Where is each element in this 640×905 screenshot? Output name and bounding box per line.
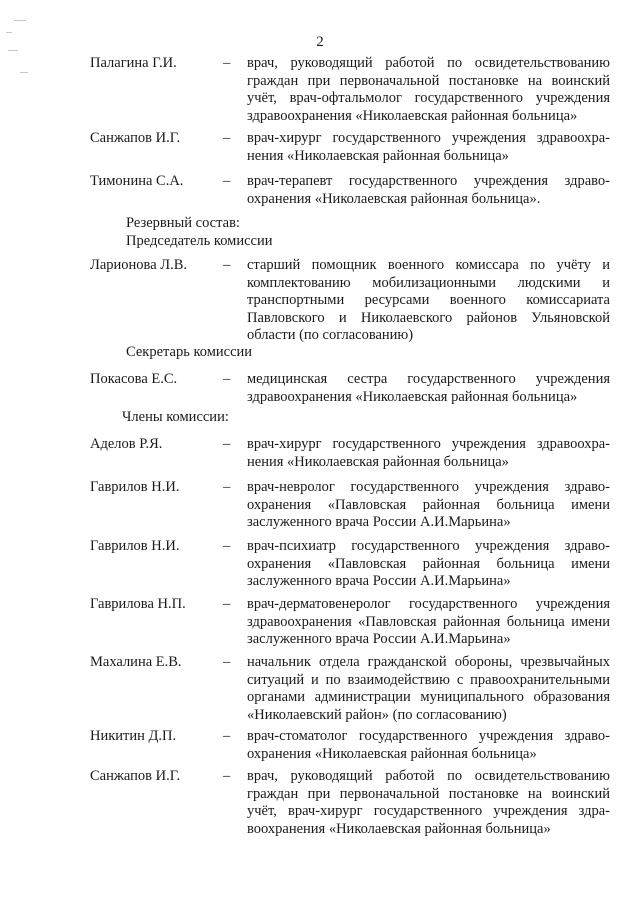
separator-dash: – (223, 257, 231, 273)
member-description: врач-дерматовенеролог государственного учреждения здравоохранения «Павловская районная больница имени заслуженного врача России А.И.Марьина» (247, 596, 610, 647)
member-name: Никитин Д.П. (90, 728, 177, 744)
member-description: врач, руководящий работой по освидетельствованию граждан при первоначальной постановке на воинский учёт, врач-хирург государственного учреждения здра-воохранения «Николаевская районная больница» (247, 768, 610, 837)
member-name: Махалина Е.В. (90, 654, 182, 670)
member-description: врач-терапевт государственного учреждения здраво-охранения «Николаевская районная больница». (247, 173, 610, 207)
chairman-heading: Председатель комиссии (126, 233, 273, 249)
separator-dash: – (223, 479, 231, 495)
page-number: 2 (316, 34, 324, 50)
member-description: начальник отдела гражданской обороны, чрезвычайных ситуаций и по взаимодействию с правоохранительными органами администрации муниципального образования «Николаевский район» (по согласованию) (247, 654, 610, 723)
scan-artifact (14, 20, 26, 21)
separator-dash: – (223, 173, 231, 189)
member-name: Палагина Г.И. (90, 55, 177, 71)
separator-dash: – (223, 538, 231, 554)
member-name: Гаврилова Н.П. (90, 596, 186, 612)
separator-dash: – (223, 130, 231, 146)
scan-artifact (8, 50, 18, 51)
reserve-heading: Резервный состав: (126, 215, 240, 231)
separator-dash: – (223, 436, 231, 452)
member-description: врач-стоматолог государственного учреждения здраво-охранения «Николаевская районная больница» (247, 728, 610, 762)
member-name: Санжапов И.Г. (90, 130, 181, 146)
member-description: врач-хирург государственного учреждения здравоохра-нения «Николаевская районная больница» (247, 436, 610, 470)
separator-dash: – (223, 728, 231, 744)
member-name: Санжапов И.Г. (90, 768, 181, 784)
member-name: Гаврилов Н.И. (90, 479, 180, 495)
member-description: медицинская сестра государственного учреждения здравоохранения «Николаевская районная больница» (247, 371, 610, 405)
member-description: врач-психиатр государственного учреждения здраво-охранения «Павловская районная больница имени заслуженного врача России А.И.Марьина» (247, 538, 610, 589)
member-description: старший помощник военного комиссара по учёту и комплектованию мобилизационными людскими и транспортными ресурсами военного комиссариата Павловского и Николаевского районов Ульяновской области (по согласованию) (247, 257, 610, 343)
member-description: врач-хирург государственного учреждения здравоохра-нения «Николаевская районная больница» (247, 130, 610, 164)
scan-artifact (6, 32, 12, 33)
member-name: Покасова Е.С. (90, 371, 178, 387)
member-name: Гаврилов Н.И. (90, 538, 180, 554)
separator-dash: – (223, 768, 231, 784)
scan-artifact (20, 72, 28, 73)
members-heading: Члены комиссии: (122, 409, 229, 425)
member-description: врач-невролог государственного учреждения здраво-охранения «Павловская районная больница имени заслуженного врача России А.И.Марьина» (247, 479, 610, 530)
member-name: Ларионова Л.В. (90, 257, 188, 273)
separator-dash: – (223, 55, 231, 71)
member-name: Аделов Р.Я. (90, 436, 163, 452)
member-description: врач, руководящий работой по освидетельствованию граждан при первоначальной постановке на воинский учёт, врач-офтальмолог государственного учреждения здравоохранения «Николаевская районная больница» (247, 55, 610, 124)
separator-dash: – (223, 596, 231, 612)
separator-dash: – (223, 371, 231, 387)
separator-dash: – (223, 654, 231, 670)
secretary-heading: Секретарь комиссии (126, 344, 253, 360)
member-name: Тимонина С.А. (90, 173, 184, 189)
